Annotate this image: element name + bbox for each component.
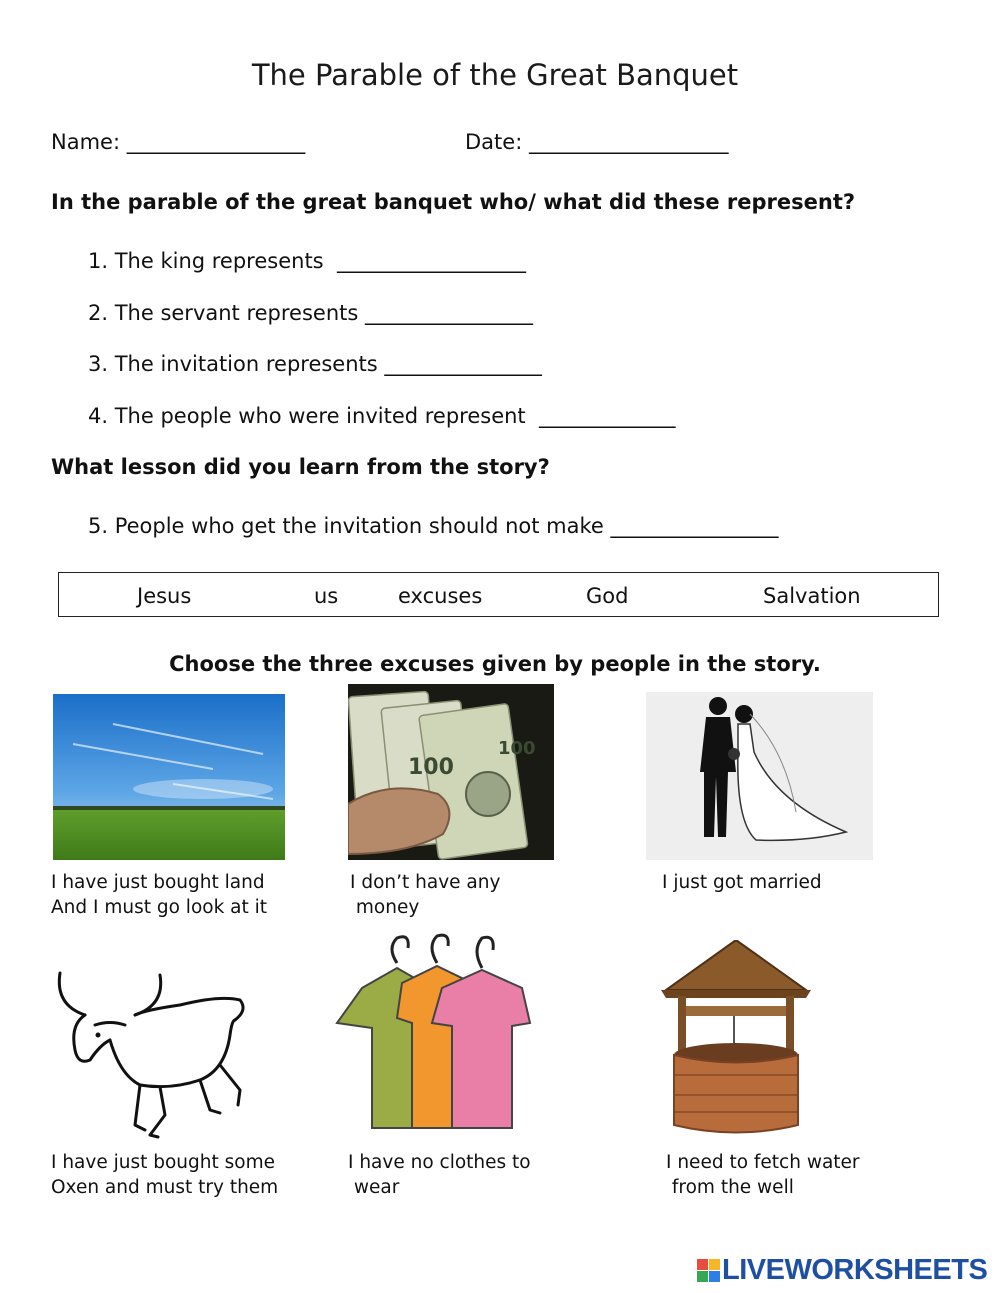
option-caption-3[interactable]: I just got married (662, 872, 822, 893)
question-1[interactable]: 1. The king represents __________________ (88, 249, 526, 273)
word-bank-item[interactable]: us (314, 584, 339, 608)
svg-text:100: 100 (498, 738, 536, 759)
name-field[interactable]: Name: _________________ (51, 130, 306, 154)
field-image[interactable] (53, 694, 285, 860)
liveworksheets-logo (697, 1254, 987, 1287)
option-caption-1[interactable]: I have just bought land And I must go look at it (51, 872, 268, 918)
wedding-couple-image[interactable] (646, 692, 873, 860)
logo-blocks-icon (697, 1259, 720, 1282)
page-title: The Parable of the Great Banquet (251, 58, 739, 92)
question-2[interactable]: 2. The servant represents ________________ (88, 301, 533, 325)
clothes-image[interactable] (332, 928, 532, 1136)
word-bank-item[interactable]: excuses (398, 584, 483, 608)
word-bank (58, 572, 939, 617)
section-heading-represent: In the parable of the great banquet who/ what did these represent? (51, 190, 856, 214)
question-5[interactable]: 5. People who get the invitation should not make ________________ (88, 514, 779, 538)
word-bank-item[interactable]: Jesus (137, 584, 192, 608)
svg-text:100: 100 (408, 755, 454, 780)
section-heading-lesson: What lesson did you learn from the story? (51, 455, 550, 479)
money-image[interactable] (348, 684, 554, 860)
word-bank-item[interactable]: God (586, 584, 629, 608)
option-caption-6[interactable]: I need to fetch water from the well (666, 1152, 860, 1198)
option-caption-5[interactable]: I have no clothes to wear (348, 1152, 531, 1198)
date-field[interactable]: Date: ___________________ (465, 130, 729, 154)
question-3[interactable]: 3. The invitation represents _______________ (88, 352, 542, 376)
option-caption-2[interactable]: I don’t have any money (350, 872, 501, 918)
question-4[interactable]: 4. The people who were invited represent _____________ (88, 404, 676, 428)
word-bank-item[interactable]: Salvation (763, 584, 861, 608)
option-caption-4[interactable]: I have just bought some Oxen and must try them (51, 1152, 279, 1198)
ox-image[interactable] (50, 965, 250, 1143)
logo-text: LIVEWORKSHEETS (722, 1254, 988, 1286)
section-heading-excuses: Choose the three excuses given by people in the story. (169, 652, 821, 676)
well-image[interactable] (656, 940, 816, 1138)
